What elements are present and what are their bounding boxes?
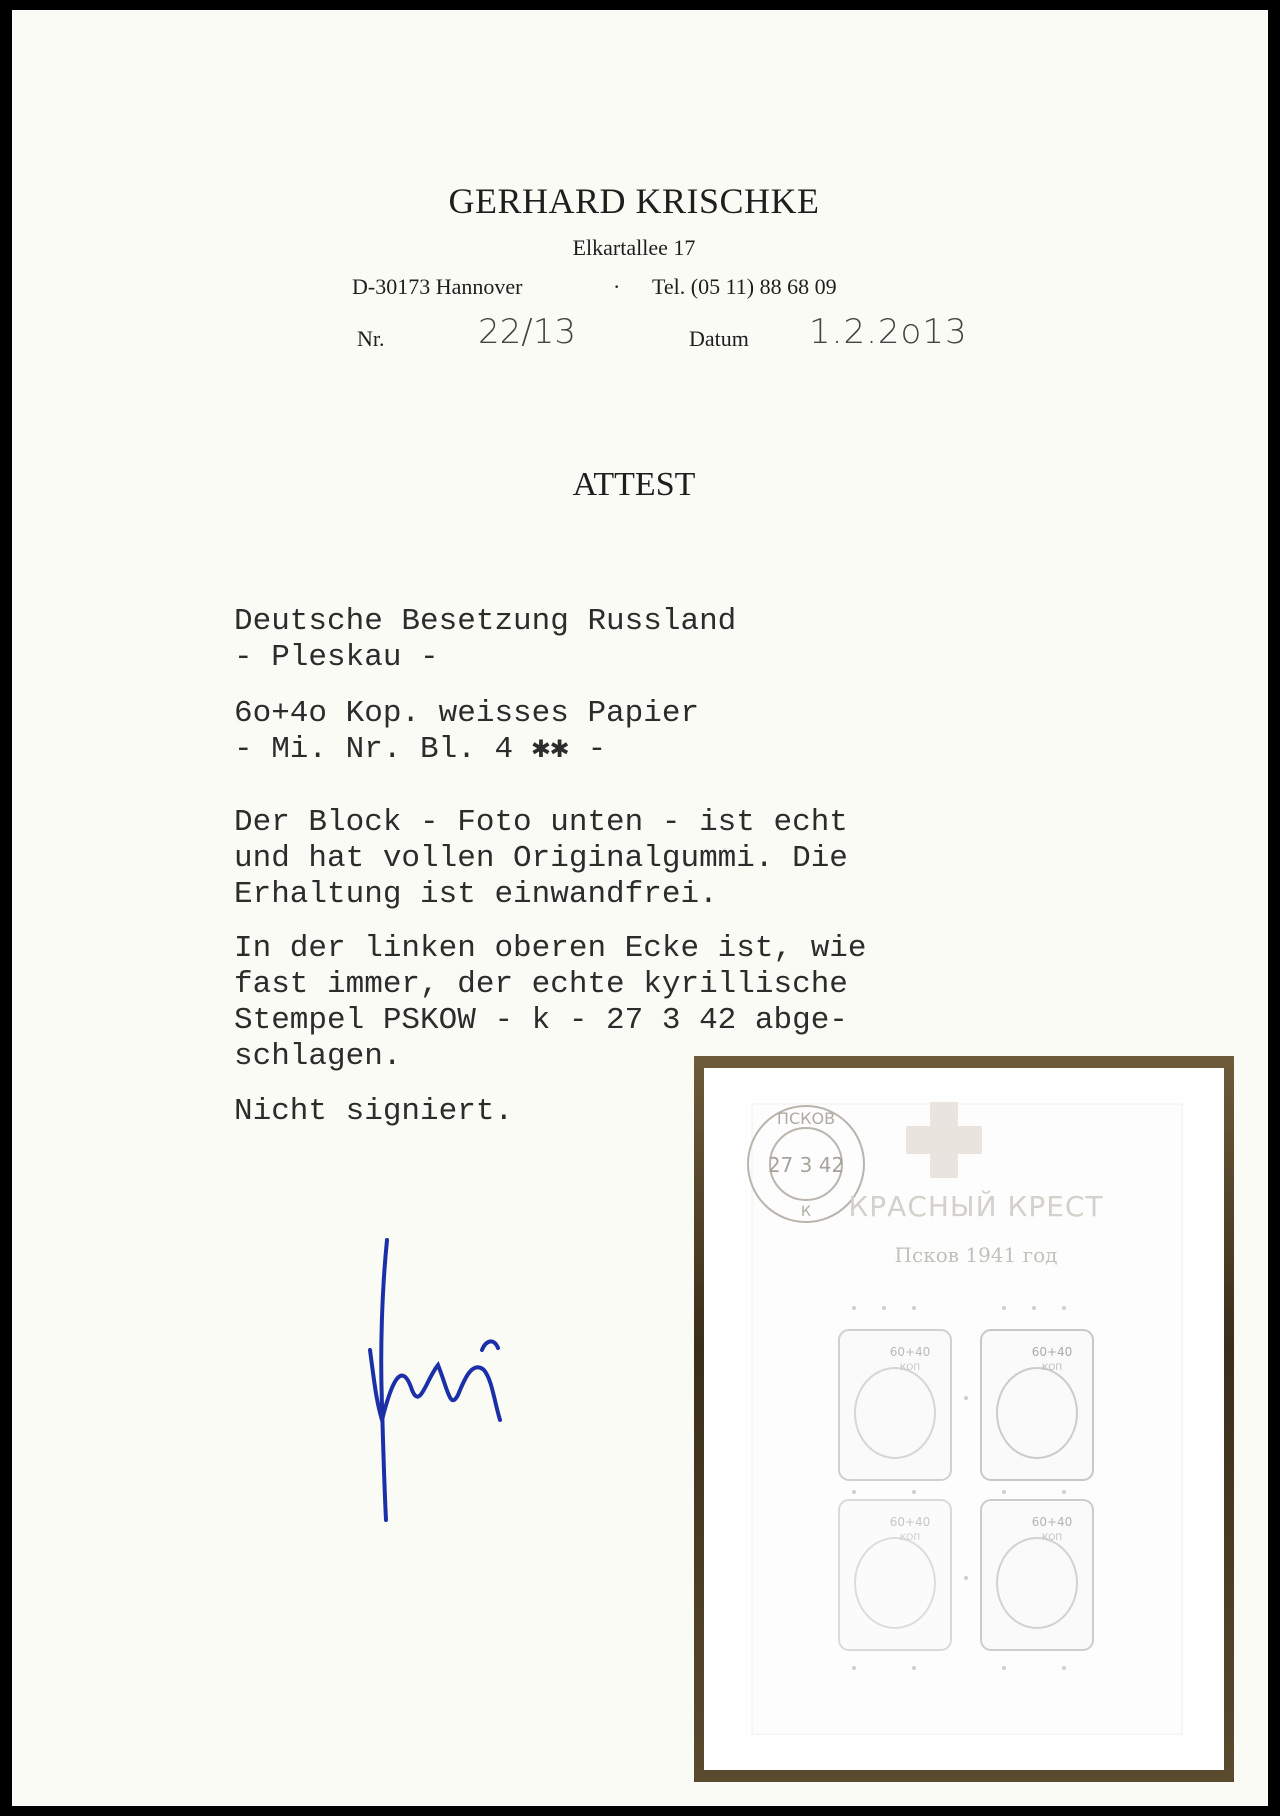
expert-name: GERHARD KRISCHKE [448,181,820,221]
document-title: ATTEST [572,466,696,503]
paragraph-cancel: In der linken oberen Ecke ist, wie fast immer, der echte kyrillische Stempel PSKOW - k - 27 3 42 abge- schlagen. [234,931,867,1074]
sheet-subheading: Псков 1941 год [894,1243,1058,1267]
svg-text:КОП: КОП [899,1363,921,1373]
expert-street: Elkartallee 17 [572,235,696,260]
paragraph-area: Deutsche Besetzung Russland - Pleskau - [234,604,737,675]
paragraph-stamp: 6o+4o Kop. weisses Papier - Mi. Nr. Bl. 4 ✱✱ - [234,696,700,767]
paragraph-genuine: Der Block - Foto unten - ist echt und hat vollen Originalgummi. Die Erhaltung ist einwandfrei. [234,805,848,912]
svg-text:КОП: КОП [899,1533,921,1543]
stamp-sheet-drawing [704,1068,1224,1770]
svg-text:60+40: 60+40 [889,1345,931,1359]
date-value: 1.2.2o13 [809,312,968,352]
number-label: Nr. [357,326,385,351]
stamp-4 [981,1500,1093,1650]
expert-city: D-30173 Hannover [352,274,523,299]
svg-text:60+40: 60+40 [1031,1515,1073,1529]
svg-text:КОП: КОП [1041,1363,1063,1373]
number-value: 22/13 [478,312,576,352]
certificate-sheet [12,10,1268,1806]
signature-image [352,1230,532,1530]
address-separator: · [613,274,621,299]
stamp-1 [839,1330,951,1480]
stamp-sheet [704,1068,1224,1770]
paragraph-signed: Nicht signiert. [234,1094,514,1129]
postmark-letter: К [801,1204,811,1220]
stamp-sheet-photo [694,1056,1234,1782]
date-label: Datum [689,326,749,351]
expert-phone: Tel. (05 11) 88 68 09 [652,274,837,299]
svg-text:КОП: КОП [1041,1533,1063,1543]
stamp-2 [981,1330,1093,1480]
postmark-date: 27 3 42 [767,1153,845,1177]
stamp-3 [839,1500,951,1650]
svg-text:60+40: 60+40 [1031,1345,1073,1359]
postmark-city: ПСКОВ [776,1109,836,1128]
svg-text:60+40: 60+40 [889,1515,931,1529]
sheet-heading: КРАСНЫЙ КРЕСТ [848,1190,1104,1223]
